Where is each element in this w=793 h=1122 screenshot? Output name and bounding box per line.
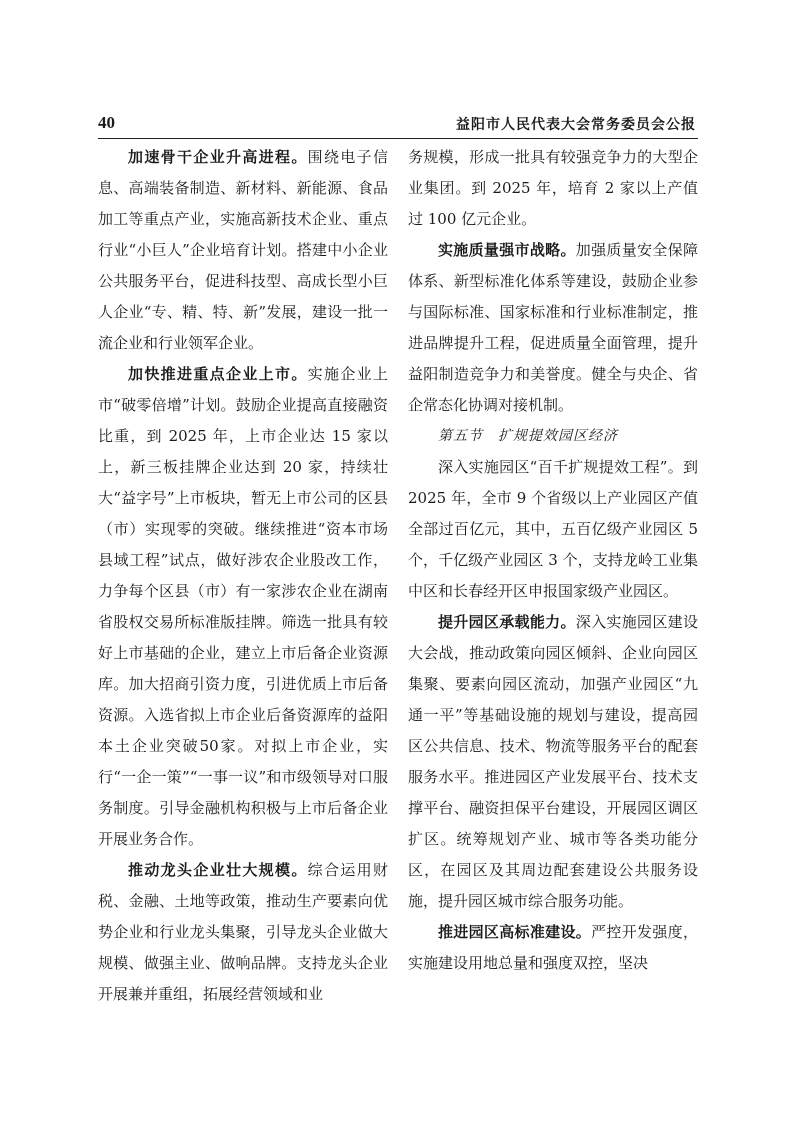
paragraph-enterprise-listing (98, 359, 388, 855)
paragraph-park-project (408, 452, 698, 607)
paragraph-heading: 推动龙头企业壮大规模。 (128, 861, 308, 879)
paragraph-body: 综合运用财税、金融、土地等政策，推动生产要素向优势企业和行业龙头集聚，引导龙头企业做大规模、做强主业、做响品牌。支持龙头企业开展兼并重组，拓展经营领域和业 (98, 861, 388, 1003)
paragraph-body: 加强质量安全保障体系、新型标准化体系等建设，鼓励企业参与国际标准、国家标准和行业标准制定，推进品牌提升工程，促进质量全面管理，提升益阳制造竞争力和美誉度。健全与央企、省企常态化协调对接机制。 (408, 241, 698, 414)
header-rule (98, 138, 698, 139)
paragraph-quality-strategy (408, 235, 698, 421)
right-column (408, 142, 698, 979)
journal-title: 益阳市人民代表大会常务委员会公报 (456, 117, 696, 133)
paragraph-body: 务规模，形成一批具有较强竞争力的大型企业集团。到 2025 年，培育 2 家以上产值过 100 亿元企业。 (408, 148, 698, 228)
paragraph-body: 实施企业上市“破零倍增”计划。鼓励企业提高直接融资比重，到 2025 年，上市企业达 15 家以上，新三板挂牌企业达到 20 家，持续壮大“益字号”上市板块，暂无上市公司的区县（市）实现零的突破。继续推进“资本市场县域工程”试点，做好涉农企业股改工作，力争每个区县（市）有一家涉农企业在湖南省股权交易所标准版挂牌。筛选一批具有较好上市基础的企业，建立上市后备企业资源库。加大招商引资力度，引进优质上市后备资源。入选省拟上市企业后备资源库的益阳本土企业突破50家。对拟上市企业，实行“一企一策”“一事一议”和市级领导对口服务制度。引导金融机构积极与上市后备企业开展业务合作。 (98, 365, 388, 848)
paragraph-heading: 加速骨干企业升高进程。 (128, 148, 308, 166)
paragraph-park-capacity (408, 607, 698, 917)
paragraph-backbone-enterprises (98, 142, 388, 359)
paragraph-heading: 提升园区承载能力。 (438, 613, 576, 631)
section-title: 第五节 扩规提效园区经济 (438, 428, 618, 444)
paragraph-park-standards (408, 917, 698, 979)
left-column (98, 142, 388, 1010)
paragraph-heading: 加快推进重点企业上市。 (128, 365, 308, 383)
page-header (98, 113, 696, 137)
paragraph-body: 深入实施园区建设大会战，推动政策向园区倾斜、企业向园区集聚、要素向园区流动，加强产业园区“九通一平”等基础设施的规划与建设，提高园区公共信息、技术、物流等服务平台的配套服务水平。推进园区产业发展平台、技术支撑平台、融资担保平台建设，开展园区调区扩区。统筹规划产业、城市等各类功能分区，在园区及其周边配套建设公共服务设施，提升园区城市综合服务功能。 (408, 613, 698, 910)
paragraph-heading: 实施质量强市战略。 (438, 241, 576, 259)
paragraph-body: 严控开发强度，实施建设用地总量和强度双控，坚决 (408, 923, 698, 972)
paragraph-body: 围绕电子信息、高端装备制造、新材料、新能源、食品加工等重点产业，实施高新技术企业、重点行业“小巨人”企业培育计划。搭建中小企业公共服务平台，促进科技型、高成长型小巨人企业“专、精、特、新”发展，建设一批一流企业和行业领军企业。 (98, 148, 388, 352)
paragraph-heading: 推进园区高标准建设。 (438, 923, 592, 941)
page-number: 40 (98, 113, 115, 132)
paragraph-leading-enterprises (98, 855, 388, 1010)
paragraph-continued (408, 142, 698, 235)
paragraph-body: 深入实施园区“百千扩规提效工程”。到 2025 年，全市 9 个省级以上产业园区产值全部过百亿元，其中，五百亿级产业园区 5 个，千亿级产业园区 3 个，支持龙岭工业集中区和长春经开区申报国家级产业园区。 (408, 458, 698, 600)
